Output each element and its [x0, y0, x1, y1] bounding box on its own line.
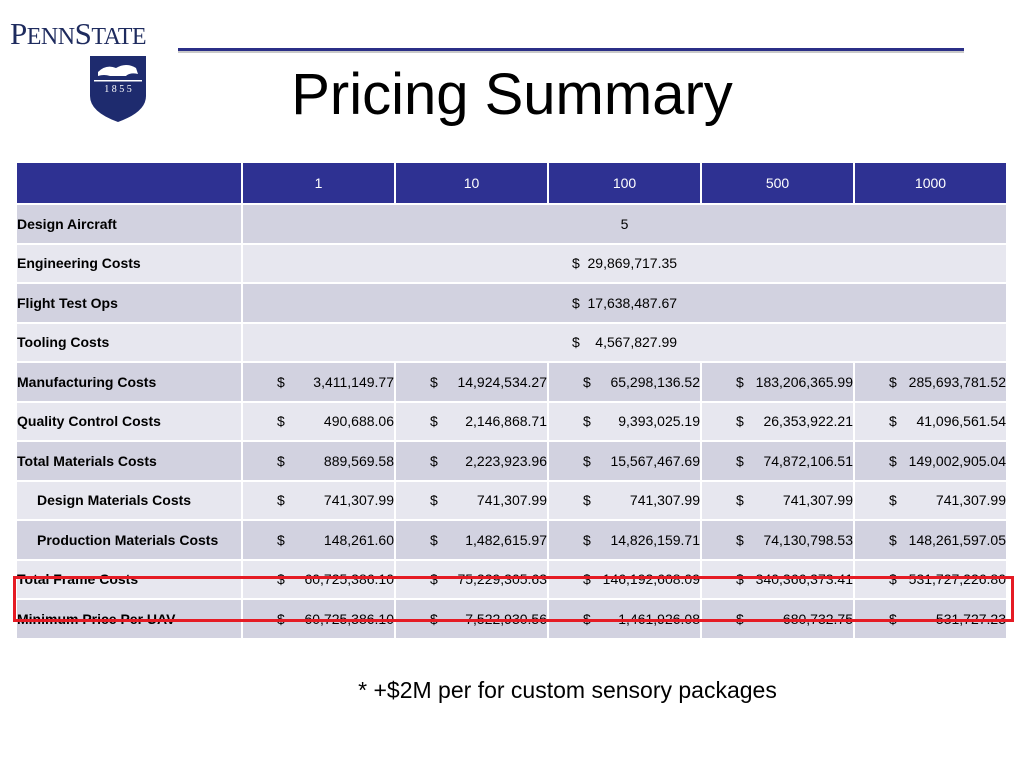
money-cell [855, 482, 1006, 520]
currency-symbol: $ [277, 610, 285, 627]
money-cell [549, 600, 700, 638]
amount: 1,482,615.97 [465, 531, 547, 548]
amount: 26,353,922.21 [763, 413, 853, 430]
currency-symbol: $ [583, 531, 591, 548]
currency-symbol: $ [583, 452, 591, 469]
money-cell [243, 442, 394, 480]
money-cell [243, 363, 394, 401]
amount: 15,567,467.69 [610, 452, 700, 469]
amount: 183,206,365.99 [755, 373, 853, 390]
amount: 41,096,561.54 [916, 413, 1006, 430]
money-cell [549, 482, 700, 520]
amount: 741,307.99 [629, 492, 700, 509]
money-cell [396, 561, 547, 599]
row-label: Total Frame Costs [17, 561, 241, 599]
currency-symbol: $ [277, 413, 285, 430]
money-cell [243, 403, 394, 441]
currency-symbol: $ [583, 492, 591, 509]
money-cell [702, 363, 853, 401]
amount: 7,522,930.56 [465, 610, 547, 627]
currency-symbol: $ [736, 571, 744, 588]
header-qty-1000: 1000 [855, 163, 1006, 203]
currency-symbol: $ [277, 452, 285, 469]
amount: 9,393,025.19 [618, 413, 700, 430]
table-row [17, 561, 1006, 599]
currency-symbol: $ [889, 452, 897, 469]
row-label: Design Materials Costs [17, 482, 241, 520]
amount: 531,727,226.80 [908, 571, 1006, 588]
wordmark-enn: ENN [26, 24, 75, 50]
pricing-table [15, 161, 1008, 640]
money-cell [855, 600, 1006, 638]
money-cell [243, 600, 394, 638]
amount: 148,261,597.05 [908, 531, 1006, 548]
currency-symbol: $ [277, 492, 285, 509]
pennstate-wordmark [10, 18, 146, 49]
money-cell [243, 521, 394, 559]
row-label: Tooling Costs [17, 324, 241, 362]
currency-symbol: $ [430, 452, 438, 469]
money-cell [243, 561, 394, 599]
money-cell [702, 561, 853, 599]
currency-symbol: $ [430, 373, 438, 390]
money-cell [855, 363, 1006, 401]
header-qty-10: 10 [396, 163, 547, 203]
currency-symbol: $ [583, 373, 591, 390]
currency-symbol: $ [736, 452, 744, 469]
money-cell [702, 403, 853, 441]
currency-symbol: $ [889, 413, 897, 430]
slide-title: Pricing Summary [291, 62, 733, 127]
currency-symbol: $ [889, 610, 897, 627]
wordmark-p: P [10, 16, 27, 51]
amount: 741,307.99 [782, 492, 853, 509]
money-cell [855, 442, 1006, 480]
amount: 2,223,923.96 [465, 452, 547, 469]
currency-symbol: $ [430, 413, 438, 430]
money-cell [702, 600, 853, 638]
currency-symbol: $ [430, 610, 438, 627]
amount: 149,002,905.04 [908, 452, 1006, 469]
money-cell [702, 442, 853, 480]
table-row [17, 205, 1006, 243]
header-qty-100: 100 [549, 163, 700, 203]
money-cell [549, 442, 700, 480]
currency-symbol: $ [583, 571, 591, 588]
row-value: 5 [243, 205, 1006, 243]
amount: 285,693,781.52 [908, 373, 1006, 390]
header-rule-shadow [178, 51, 964, 53]
table-row [17, 363, 1006, 401]
header-blank [17, 163, 241, 203]
money-cell [396, 442, 547, 480]
amount: 60,725,386.10 [304, 610, 394, 627]
table-header-row [17, 163, 1006, 203]
money-cell [243, 482, 394, 520]
amount: 1,461,926.08 [618, 610, 700, 627]
currency-symbol: $ [277, 571, 285, 588]
amount: 741,307.99 [323, 492, 394, 509]
amount: 74,130,798.53 [763, 531, 853, 548]
header-qty-1: 1 [243, 163, 394, 203]
row-label: Flight Test Ops [17, 284, 241, 322]
money-cell [855, 561, 1006, 599]
money-cell [855, 403, 1006, 441]
amount: 531,727.23 [935, 610, 1006, 627]
amount: 741,307.99 [935, 492, 1006, 509]
currency-symbol: $ [889, 373, 897, 390]
currency-symbol: $ [277, 373, 285, 390]
row-label: Minimum Price Per UAV [17, 600, 241, 638]
currency-symbol: $ [430, 531, 438, 548]
money-cell [855, 521, 1006, 559]
currency-symbol: $ [736, 610, 744, 627]
currency-symbol: $ [430, 571, 438, 588]
row-label: Total Materials Costs [17, 442, 241, 480]
amount: 74,872,106.51 [763, 452, 853, 469]
amount: 3,411,149.77 [313, 373, 394, 390]
currency-symbol: $ [736, 373, 744, 390]
amount: 146,192,608.09 [602, 571, 700, 588]
currency-symbol: $ [736, 413, 744, 430]
header-qty-500: 500 [702, 163, 853, 203]
currency-symbol: $ [736, 492, 744, 509]
amount: 75,229,305.63 [457, 571, 547, 588]
row-label: Engineering Costs [17, 245, 241, 283]
currency-symbol: $ [583, 413, 591, 430]
table-row [17, 284, 1006, 322]
amount: 340,366,373.41 [755, 571, 853, 588]
row-label: Manufacturing Costs [17, 363, 241, 401]
money-cell [396, 363, 547, 401]
row-value: $ 17,638,487.67 [243, 284, 1006, 322]
money-cell [549, 561, 700, 599]
amount: 490,688.06 [323, 413, 394, 430]
money-cell [396, 600, 547, 638]
currency-symbol: $ [583, 610, 591, 627]
money-cell [549, 363, 700, 401]
money-cell [396, 482, 547, 520]
table-row [17, 521, 1006, 559]
amount: 14,826,159.71 [610, 531, 700, 548]
money-cell [549, 403, 700, 441]
shield-year: 1 8 5 5 [104, 84, 132, 95]
wordmark-tate: TATE [91, 24, 147, 50]
row-label: Production Materials Costs [17, 521, 241, 559]
currency-symbol: $ [430, 492, 438, 509]
money-cell [396, 521, 547, 559]
table-row [17, 600, 1006, 638]
currency-symbol: $ [277, 531, 285, 548]
row-label: Design Aircraft [17, 205, 241, 243]
table-row [17, 442, 1006, 480]
currency-symbol: $ [889, 492, 897, 509]
currency-symbol: $ [889, 531, 897, 548]
row-value: $ 29,869,717.35 [243, 245, 1006, 283]
money-cell [702, 521, 853, 559]
amount: 148,261.60 [323, 531, 394, 548]
money-cell [549, 521, 700, 559]
wordmark-s: S [74, 16, 92, 51]
table-row [17, 482, 1006, 520]
money-cell [396, 403, 547, 441]
amount: 680,732.75 [782, 610, 853, 627]
table-row [17, 324, 1006, 362]
money-cell [702, 482, 853, 520]
amount: 889,569.58 [323, 452, 394, 469]
table-row [17, 403, 1006, 441]
currency-symbol: $ [736, 531, 744, 548]
row-value: $ 4,567,827.99 [243, 324, 1006, 362]
amount: 14,924,534.27 [457, 373, 547, 390]
amount: 2,146,868.71 [465, 413, 547, 430]
table-row [17, 245, 1006, 283]
footnote: * +$2M per for custom sensory packages [358, 677, 777, 703]
currency-symbol: $ [889, 571, 897, 588]
amount: 60,725,386.10 [304, 571, 394, 588]
amount: 741,307.99 [476, 492, 547, 509]
row-label: Quality Control Costs [17, 403, 241, 441]
amount: 65,298,136.52 [610, 373, 700, 390]
